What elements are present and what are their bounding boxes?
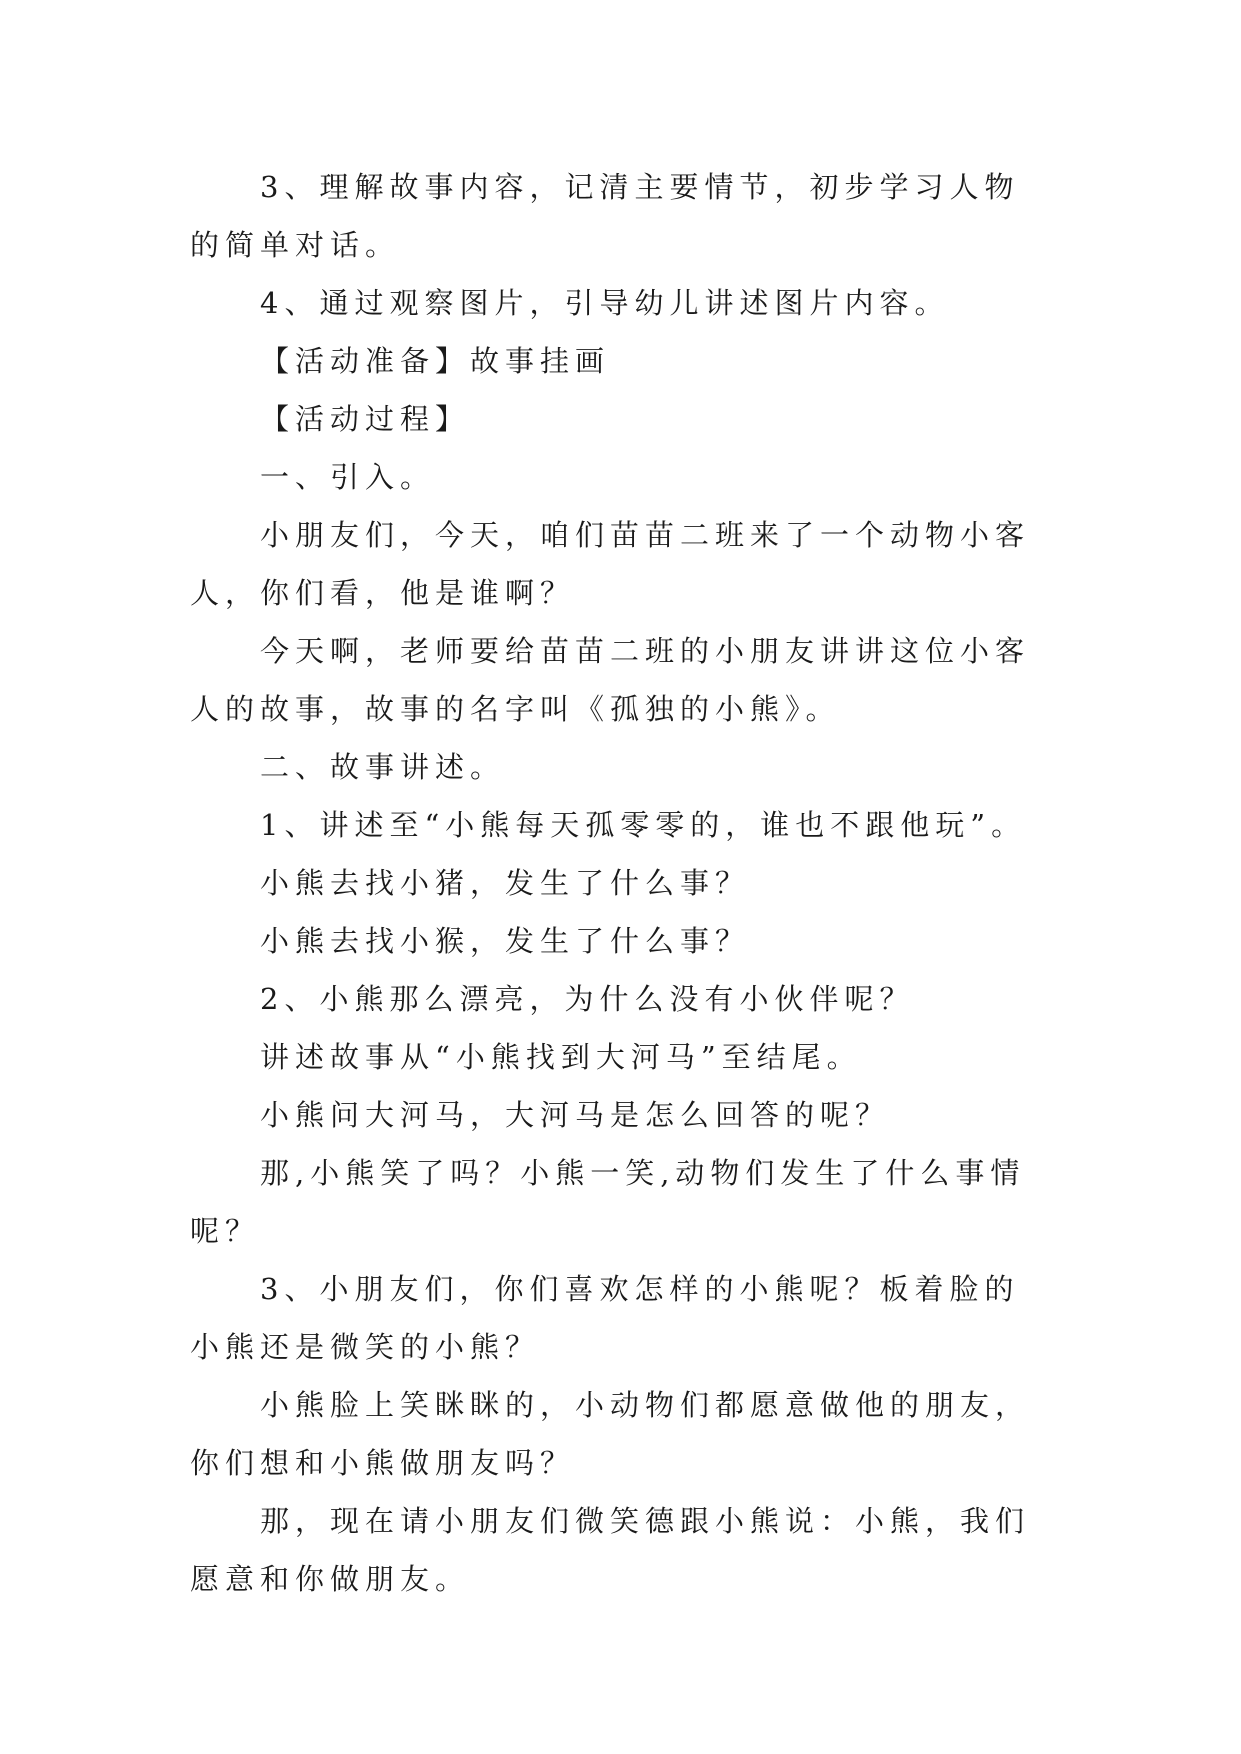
paragraph: 小熊问大河马，大河马是怎么回答的呢？ (260, 1098, 891, 1132)
objective-3: 3、理解故事内容，记清主要情节，初步学习人物的简单对话。 (190, 170, 1020, 262)
paragraph: 那,小熊笑了吗？小熊一笑,动物们发生了什么事情呢？ (190, 1156, 1026, 1248)
paragraph: 小熊去找小猴，发生了什么事？ (260, 924, 751, 958)
paragraph: 小熊脸上笑眯眯的，小动物们都愿意做他的朋友，你们想和小熊做朋友吗？ (190, 1388, 1031, 1480)
paragraph: 讲述故事从“小熊找到大河马”至结尾。 (260, 1040, 862, 1074)
paragraph: 今天啊，老师要给苗苗二班的小朋友讲讲这位小客人的故事，故事的名字叫《孤独的小熊》。 (190, 634, 1031, 726)
activity-preparation: 【活动准备】故事挂画 (260, 344, 611, 378)
paragraph: 小熊去找小猪，发生了什么事？ (260, 866, 751, 900)
paragraph: 2、小熊那么漂亮，为什么没有小伙伴呢？ (260, 982, 915, 1016)
paragraph: 那，现在请小朋友们微笑德跟小熊说：小熊，我们愿意和你做朋友。 (190, 1504, 1031, 1596)
activity-process-heading: 【活动过程】 (260, 402, 471, 436)
section-storytelling: 二、故事讲述。 (260, 750, 506, 784)
section-introduction: 一、引入。 (260, 460, 436, 494)
document-body (190, 158, 1050, 1608)
paragraph: 小朋友们，今天，咱们苗苗二班来了一个动物小客人，你们看，他是谁啊？ (190, 518, 1031, 610)
paragraph: 1、讲述至“小熊每天孤零零的，谁也不跟他玩”。 (260, 808, 1027, 842)
objective-4: 4、通过观察图片，引导幼儿讲述图片内容。 (260, 286, 950, 320)
paragraph: 3、小朋友们，你们喜欢怎样的小熊呢？板着脸的小熊还是微笑的小熊？ (190, 1272, 1020, 1364)
